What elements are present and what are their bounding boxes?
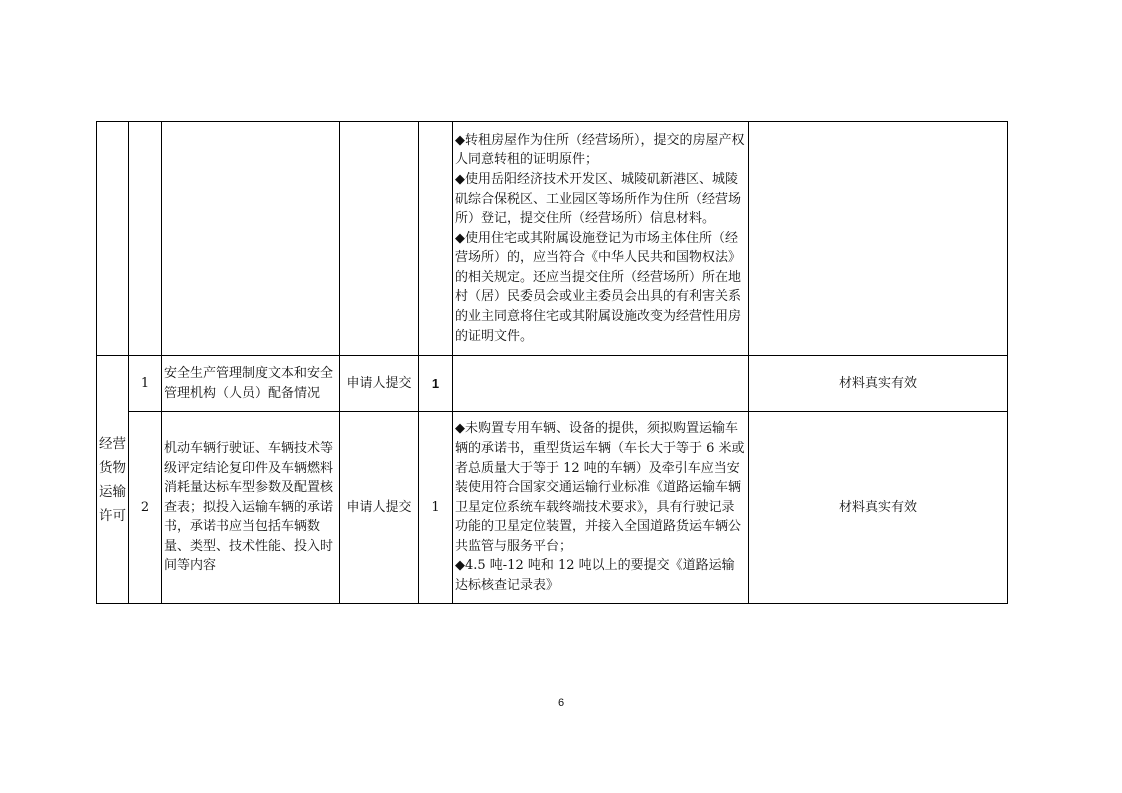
materials-table (96, 121, 1008, 604)
cell-copies: 1 (419, 412, 453, 604)
table-row (97, 412, 1008, 604)
requirement-item: ◆4.5 吨-12 吨和 12 吨以上的要提交《道路运输达标核查记录表》 (455, 558, 735, 594)
cell-standard: 材料真实有效 (749, 356, 1008, 412)
table-row (97, 356, 1008, 412)
cell-material-empty (162, 122, 340, 356)
cell-no: 2 (129, 412, 162, 604)
cell-standard-empty (749, 122, 1008, 356)
cell-copies-empty (419, 122, 453, 356)
cell-standard: 材料真实有效 (749, 412, 1008, 604)
cell-no-empty (129, 122, 162, 356)
cell-material: 机动车辆行驶证、车辆技术等级评定结论复印件及车辆燃料消耗量达标车型参数及配置核查表；拟投入运输车辆的承诺书，承诺书应当包括车辆数量、类型、技术性能、投入时间等内容 (162, 412, 340, 604)
requirement-item: ◆使用岳阳经济技术开发区、城陵矶新港区、城陵矶综合保税区、工业园区等场所作为住所（经营场所）登记，提交住所（经营场所）信息材料。 (455, 171, 742, 227)
cell-category: 经营货物运输许可 (97, 356, 129, 604)
cell-copies: 1 (419, 356, 453, 412)
page-number: 6 (557, 697, 565, 709)
cell-requirements (453, 122, 749, 356)
cell-requirements (453, 356, 749, 412)
cell-source: 申请人提交 (340, 356, 419, 412)
requirement-item: ◆未购置专用车辆、设备的提供，须拟购置运输车辆的承诺书，重型货运车辆（车长大于等于 6 米或者总质量大于等于 12 吨的车辆）及牵引车应当安装使用符合国家交通运输行业标准《道路运输车辆卫星定位系统车载终端技术要求》，具有行驶记录功能的卫星定位装置，并接入全国道路货运车辆公共监管与服务平台； (455, 421, 745, 554)
cell-no: 1 (129, 356, 162, 412)
cell-requirements (453, 412, 749, 604)
cell-source-empty (340, 122, 419, 356)
cell-material: 安全生产管理制度文本和安全管理机构（人员）配备情况 (162, 356, 340, 412)
requirement-item: ◆使用住宅或其附属设施登记为市场主体住所（经营场所）的，应当符合《中华人民共和国物权法》的相关规定。还应当提交住所（经营场所）所在地村（居）民委员会或业主委员会出具的有利害关系的业主同意将住宅或其附属设施改变为经营性用房的证明文件。 (455, 230, 742, 344)
cell-source: 申请人提交 (340, 412, 419, 604)
table-row-continuation (97, 122, 1008, 356)
cell-category-empty (97, 122, 129, 356)
requirement-item: ◆转租房屋作为住所（经营场所），提交的房屋产权人同意转租的证明原件； (455, 132, 745, 168)
